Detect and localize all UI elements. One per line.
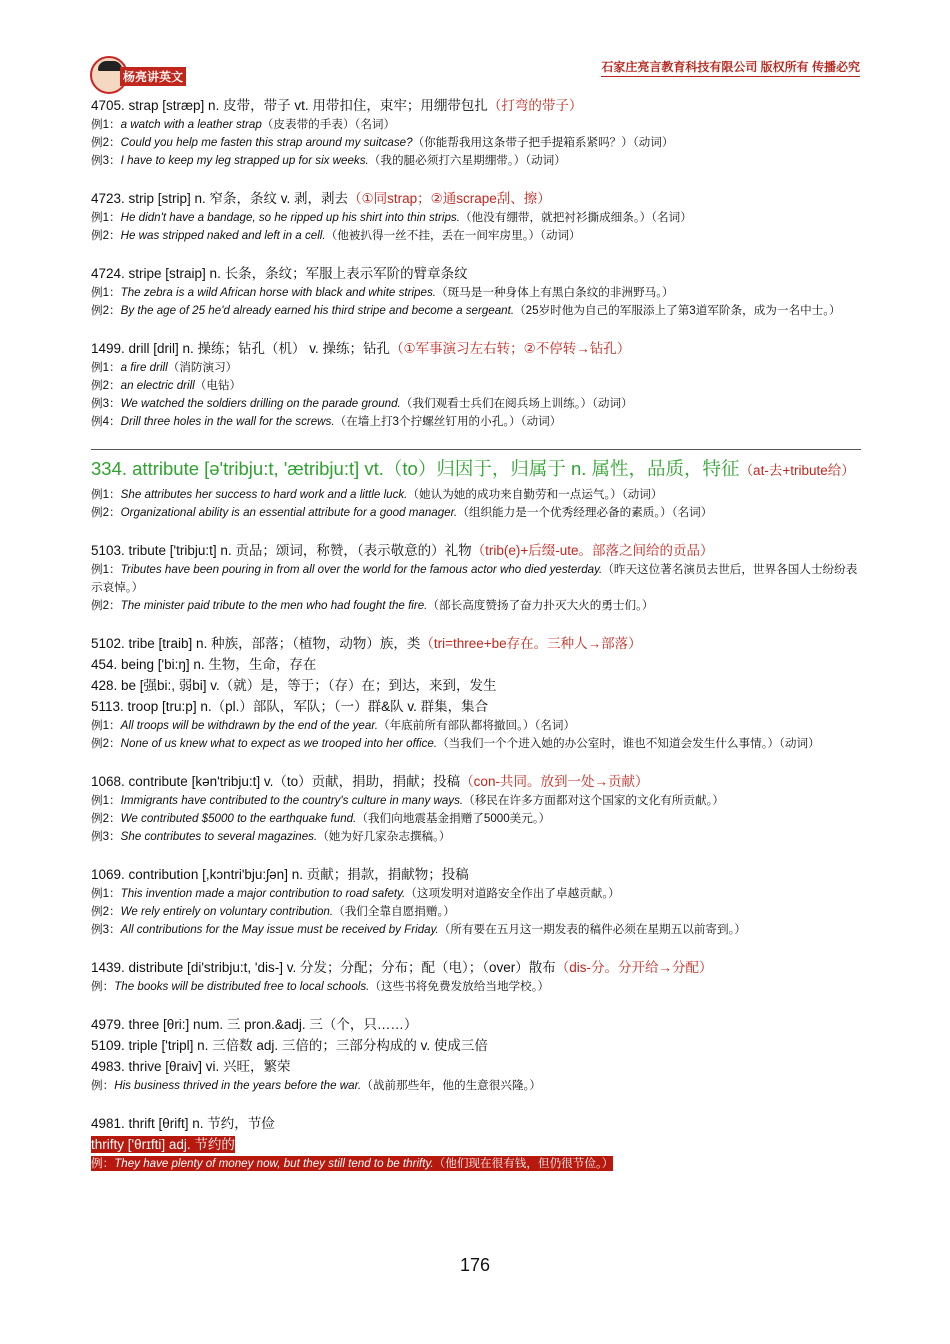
example-english: All troops will be withdrawn by the end of the year. <box>120 719 378 732</box>
line-text <box>91 657 316 672</box>
line-text <box>91 737 820 750</box>
example-english: The zebra is a wild African horse with black and white stripes. <box>120 286 436 299</box>
part-of-speech: （动词） <box>520 415 562 428</box>
example-english: The minister paid tribute to the men who had fought the fire. <box>120 599 428 612</box>
word-entry <box>91 675 861 696</box>
line-text <box>91 229 581 242</box>
word-entry-group <box>91 633 861 753</box>
example-english: an electric drill <box>120 379 195 392</box>
example-label: 例2： <box>91 379 121 392</box>
mnemonic-note: （dis-分。分开给→分配） <box>555 960 713 975</box>
example-translation: （在墙上打3个拧螺丝钉用的小孔。） <box>334 415 521 428</box>
part-of-speech: （动词） <box>592 397 633 410</box>
definition-text: 1069. contribution [,kɔntri'bju:ʃən] n. 贡献；捐款，捐献物；投稿 <box>91 867 469 882</box>
word-entry <box>91 654 861 675</box>
word-entry-group <box>91 957 861 996</box>
example-english: Drill three holes in the wall for the screws. <box>120 415 335 428</box>
example-sentence <box>91 735 861 753</box>
mnemonic-note: （tri=three+be存在。三种人→部落） <box>420 636 642 651</box>
line-text <box>91 154 566 167</box>
example-english: They have plenty of money now, but they still tend to be thrifty. <box>114 1157 434 1170</box>
example-sentence <box>91 561 861 597</box>
word-entry <box>91 188 861 209</box>
example-sentence <box>91 1077 861 1095</box>
line-text <box>91 678 497 693</box>
part-of-speech: （名词） <box>651 211 692 224</box>
line-text <box>91 812 550 825</box>
line-text <box>91 794 724 807</box>
mnemonic-note: （trib(e)+后缀-ute。部落之间给的贡品） <box>471 543 714 558</box>
line-text <box>91 636 642 651</box>
example-label: 例2： <box>91 229 121 242</box>
definition-text: 4981. thrift [θrift] n. 节约，节俭 <box>91 1116 275 1131</box>
mnemonic-note: （①同strap；②通scrape刮、擦） <box>348 191 551 206</box>
word-entry <box>91 338 861 359</box>
definition-text: 1439. distribute [di'stribju:t, 'dis-] v. 分发；分配；分布；配（电）；（over）散布 <box>91 960 556 975</box>
word-entry <box>91 633 861 654</box>
example-sentence <box>91 359 861 377</box>
example-translation: （组织能力是一个优秀经理必备的素质。） <box>457 506 672 519</box>
example-translation: （所有要在五月这一期发表的稿件必须在星期五以前寄到。） <box>438 923 746 936</box>
example-english: None of us knew what to expect as we trooped into her office. <box>120 737 438 750</box>
example-sentence <box>91 921 861 939</box>
line-text <box>91 905 455 918</box>
page-number: 176 <box>459 1255 491 1275</box>
line-text <box>91 458 855 479</box>
word-entry-group <box>91 454 861 522</box>
example-label: 例3： <box>91 830 121 843</box>
definition-text: 334. attribute [ə'tribju:t, 'ætribju:t] vt.（to）归因于，归属于 n. 属性，品质，特征 <box>91 458 740 479</box>
example-label: 例4： <box>91 415 121 428</box>
part-of-speech: （名词） <box>534 719 576 732</box>
example-translation: （我的腿必须打六星期绷带。） <box>368 154 526 167</box>
line-text <box>91 719 575 732</box>
example-english: All contributions for the May issue must be received by Friday. <box>120 923 439 936</box>
example-label: 例1： <box>91 286 121 299</box>
example-translation: （他们现在很有钱，但仍很节俭。） <box>433 1157 614 1170</box>
definition-text: 4705. strap [stræp] n. 皮带，带子 vt. 用带扣住，束牢；用绷带包扎 <box>91 98 488 113</box>
example-label: 例3： <box>91 923 121 936</box>
word-entry <box>91 1113 861 1134</box>
example-translation: （斑马是一种身体上有黑白条纹的非洲野马。） <box>435 286 674 299</box>
part-of-speech: （动词） <box>525 154 566 167</box>
line-text <box>91 266 468 281</box>
example-sentence <box>91 717 861 735</box>
example-english: Tributes have been pouring in from all over the world for the famous actor who died yesterday. <box>120 563 603 576</box>
definition-text: thrifty ['θrɪfti] adj. 节约的 <box>91 1137 235 1152</box>
word-entry-group <box>91 188 861 245</box>
example-label: 例： <box>91 1079 115 1092</box>
example-english: He was stripped naked and left in a cell. <box>120 229 326 242</box>
example-label: 例1： <box>91 887 121 900</box>
line-text <box>91 304 841 317</box>
line-text <box>91 191 551 206</box>
example-sentence <box>91 413 861 431</box>
example-label: 例1： <box>91 563 121 576</box>
example-sentence <box>91 134 861 152</box>
example-translation: （我们观看士兵们在阅兵场上训练。） <box>400 397 593 410</box>
example-sentence <box>91 486 861 504</box>
example-translation: （皮表带的手表） <box>261 118 355 131</box>
example-sentence <box>91 810 861 828</box>
mnemonic-note: （打弯的带子） <box>487 98 583 113</box>
line-text <box>91 980 549 993</box>
line-text <box>91 341 630 356</box>
line-text <box>91 830 451 843</box>
line-text <box>91 1079 541 1092</box>
example-label: 例2： <box>91 812 121 825</box>
example-english: Immigrants have contributed to the country's culture in many ways. <box>120 794 464 807</box>
line-text <box>91 1038 488 1053</box>
example-translation: （电钻） <box>194 379 242 392</box>
word-entry <box>91 1056 861 1077</box>
example-label: 例2： <box>91 136 121 149</box>
example-english: Organizational ability is an essential attribute for a good manager. <box>120 506 458 519</box>
example-label: 例2： <box>91 506 121 519</box>
word-entry-group <box>91 338 861 431</box>
word-entry-group <box>91 1113 861 1173</box>
example-sentence <box>91 302 861 320</box>
example-translation: （这些书将免费发放给当地学校。） <box>369 980 550 993</box>
word-entry-group <box>91 540 861 615</box>
example-sentence <box>91 377 861 395</box>
word-entry <box>91 957 861 978</box>
word-entry-group <box>91 263 861 320</box>
section-headword <box>91 454 861 486</box>
word-entry <box>91 1014 861 1035</box>
example-translation: （他被扒得一丝不挂，丢在一间牢房里。） <box>325 229 541 242</box>
example-translation: （25岁时他为自己的军服添上了第3道军阶条，成为一名中士。） <box>514 304 841 317</box>
example-translation: （部长高度赞扬了奋力扑灭大火的勇士们。） <box>427 599 654 612</box>
word-entry <box>91 540 861 561</box>
line-text <box>91 887 620 900</box>
definition-text: 5103. tribute ['tribju:t] n. 贡品；颂词，称赞，（表示敬意的）礼物 <box>91 543 472 558</box>
example-translation: （我们全靠自愿捐赠。） <box>333 905 455 918</box>
line-text <box>91 543 714 558</box>
example-sentence <box>91 284 861 302</box>
example-label: 例3： <box>91 397 121 410</box>
word-entry-group <box>91 1014 861 1095</box>
example-english: We contributed $5000 to the earthquake fund. <box>120 812 357 825</box>
definition-text: 1068. contribute [kən'tribju:t] v.（to）贡献，捐助，捐献；投稿 <box>91 774 461 789</box>
line-text <box>91 488 662 501</box>
example-english: The books will be distributed free to local schools. <box>114 980 370 993</box>
mnemonic-note: （①军事演习左右转；②不停转→钻孔） <box>390 341 631 356</box>
part-of-speech: （动词） <box>632 136 674 149</box>
line-text <box>91 923 746 936</box>
word-entry <box>91 95 861 116</box>
example-sentence <box>91 1155 861 1173</box>
example-sentence <box>91 395 861 413</box>
part-of-speech: （名词） <box>671 506 713 519</box>
definition-text: 4723. strip [strip] n. 窄条，条纹 v. 剥，剥去 <box>91 191 349 206</box>
line-text <box>91 211 692 224</box>
example-sentence <box>91 504 861 522</box>
mnemonic-note: （at-去+tribute给） <box>739 463 855 478</box>
copyright-notice: 石家庄亮言教育科技有限公司 版权所有 传播必究 <box>601 58 860 77</box>
example-english: By the age of 25 he'd already earned his third stripe and become a sergeant. <box>120 304 515 317</box>
word-entry-group <box>91 95 861 170</box>
line-text <box>91 361 237 374</box>
definition-text: 4724. stripe [straip] n. 长条，条纹；军服上表示军阶的臂章条纹 <box>91 266 468 281</box>
example-english: This invention made a major contribution to road safety. <box>120 887 406 900</box>
definition-text: 4979. three [θri:] num. 三 pron.&adj. 三（个，只……） <box>91 1017 418 1032</box>
line-text <box>91 397 633 410</box>
example-sentence <box>91 227 861 245</box>
example-label: 例2： <box>91 905 121 918</box>
highlighted-text <box>91 1156 613 1171</box>
word-entry-group <box>91 771 861 846</box>
example-label: 例1： <box>91 794 121 807</box>
part-of-speech: （动词） <box>540 229 581 242</box>
definition-text: 428. be [强bi:, 弱bi] v.（就）是，等于；（存）在；到达，来到，发生 <box>91 678 497 693</box>
line-text <box>91 286 674 299</box>
example-translation: （战前那些年，他的生意很兴隆。） <box>361 1079 541 1092</box>
example-translation: （她认为她的成功来自勤劳和一点运气。） <box>407 488 622 501</box>
definition-text: 4983. thrive [θraiv] vi. 兴旺，繁荣 <box>91 1059 291 1074</box>
line-text <box>91 960 713 975</box>
example-translation: （当我们一个个进入她的办公室时，谁也不知道会发生什么事情。） <box>437 737 780 750</box>
example-label: 例2： <box>91 599 121 612</box>
example-sentence <box>91 597 861 615</box>
example-english: We watched the soldiers drilling on the parade ground. <box>120 397 401 410</box>
example-translation: （他没有绷带，就把衬衫撕成细条。） <box>459 211 652 224</box>
example-translation: （移民在许多方面都对这个国家的文化有所贡献。） <box>463 794 724 807</box>
example-sentence <box>91 152 861 170</box>
line-text <box>91 415 561 428</box>
line-text <box>91 699 488 714</box>
example-translation: （昨天这位著名演员去世后，世界各国人士纷纷表示哀悼。） <box>91 563 858 594</box>
line-text <box>91 379 241 392</box>
word-entry-group <box>91 864 861 939</box>
definition-text: 5109. triple ['tripl] n. 三倍数 adj. 三倍的；三部分构成的 v. 使成三倍 <box>91 1038 488 1053</box>
line-text <box>91 599 653 612</box>
word-entry <box>91 771 861 792</box>
example-translation: （消防演习） <box>167 361 238 374</box>
line-text <box>91 1116 275 1131</box>
line-text <box>91 118 395 131</box>
word-entry <box>91 1134 861 1155</box>
definition-text: 454. being ['bi:ŋ] n. 生物，生命，存在 <box>91 657 317 672</box>
example-label: 例2： <box>91 304 121 317</box>
line-text <box>91 867 469 882</box>
definition-text: 5102. tribe [traib] n. 种族，部落；（植物，动物）族，类 <box>91 636 421 651</box>
example-translation: （我们向地震基金捐赠了5000美元。） <box>356 812 551 825</box>
example-label: 例3： <box>91 154 121 167</box>
line-text <box>91 1017 417 1032</box>
example-english: I have to keep my leg strapped up for six weeks. <box>120 154 369 167</box>
highlighted-text <box>91 1136 235 1153</box>
example-sentence <box>91 209 861 227</box>
part-of-speech: （名词） <box>354 118 396 131</box>
example-sentence <box>91 978 861 996</box>
example-sentence <box>91 116 861 134</box>
example-sentence <box>91 792 861 810</box>
example-english: His business thrived in the years before the war. <box>114 1079 362 1092</box>
example-english: a fire drill <box>120 361 168 374</box>
example-label: 例1： <box>91 361 121 374</box>
example-english: She attributes her success to hard work and a little luck. <box>120 488 408 501</box>
definition-text: 1499. drill [dril] n. 操练；钻孔（机） v. 操练；钻孔 <box>91 341 391 356</box>
example-label: 例： <box>91 1157 115 1170</box>
logo-text: 杨亮讲英文 <box>120 67 186 86</box>
example-label: 例1： <box>91 211 121 224</box>
word-entry <box>91 864 861 885</box>
line-text <box>91 136 673 149</box>
line-text <box>91 563 857 594</box>
brand-logo <box>90 56 190 94</box>
example-label: 例： <box>91 980 115 993</box>
word-entry <box>91 696 861 717</box>
example-english: She contributes to several magazines. <box>120 830 318 843</box>
example-label: 例1： <box>91 118 121 131</box>
word-entry <box>91 1035 861 1056</box>
example-sentence <box>91 903 861 921</box>
example-translation: （她为好几家杂志撰稿。） <box>317 830 451 843</box>
example-translation: （这项发明对道路安全作出了卓越贡献。） <box>405 887 620 900</box>
example-label: 例1： <box>91 719 121 732</box>
example-translation: （你能帮我用这条带子把手提箱系紧吗？） <box>412 136 633 149</box>
mnemonic-note: （con-共同。放到一处→贡献） <box>460 774 649 789</box>
line-text <box>91 98 582 113</box>
example-sentence <box>91 828 861 846</box>
example-label: 例2： <box>91 737 121 750</box>
part-of-speech: （动词） <box>621 488 663 501</box>
part-of-speech: （动词） <box>779 737 820 750</box>
section-divider <box>91 449 861 450</box>
example-sentence <box>91 885 861 903</box>
word-entry <box>91 263 861 284</box>
line-text <box>91 774 648 789</box>
definition-text: 5113. troop [tru:p] n.（pl.）部队，军队；（一）群&队 v. 群集，集合 <box>91 699 489 714</box>
example-translation: （年底前所有部队都将撤回。） <box>377 719 535 732</box>
line-text <box>91 1059 291 1074</box>
vocabulary-content <box>91 95 861 1191</box>
example-english: We rely entirely on voluntary contribution. <box>120 905 334 918</box>
example-english: a watch with a leather strap <box>120 118 262 131</box>
example-english: He didn't have a bandage, so he ripped up his shirt into thin strips. <box>120 211 460 224</box>
line-text <box>91 506 712 519</box>
example-label: 例1： <box>91 488 121 501</box>
example-english: Could you help me fasten this strap around my suitcase? <box>120 136 413 149</box>
